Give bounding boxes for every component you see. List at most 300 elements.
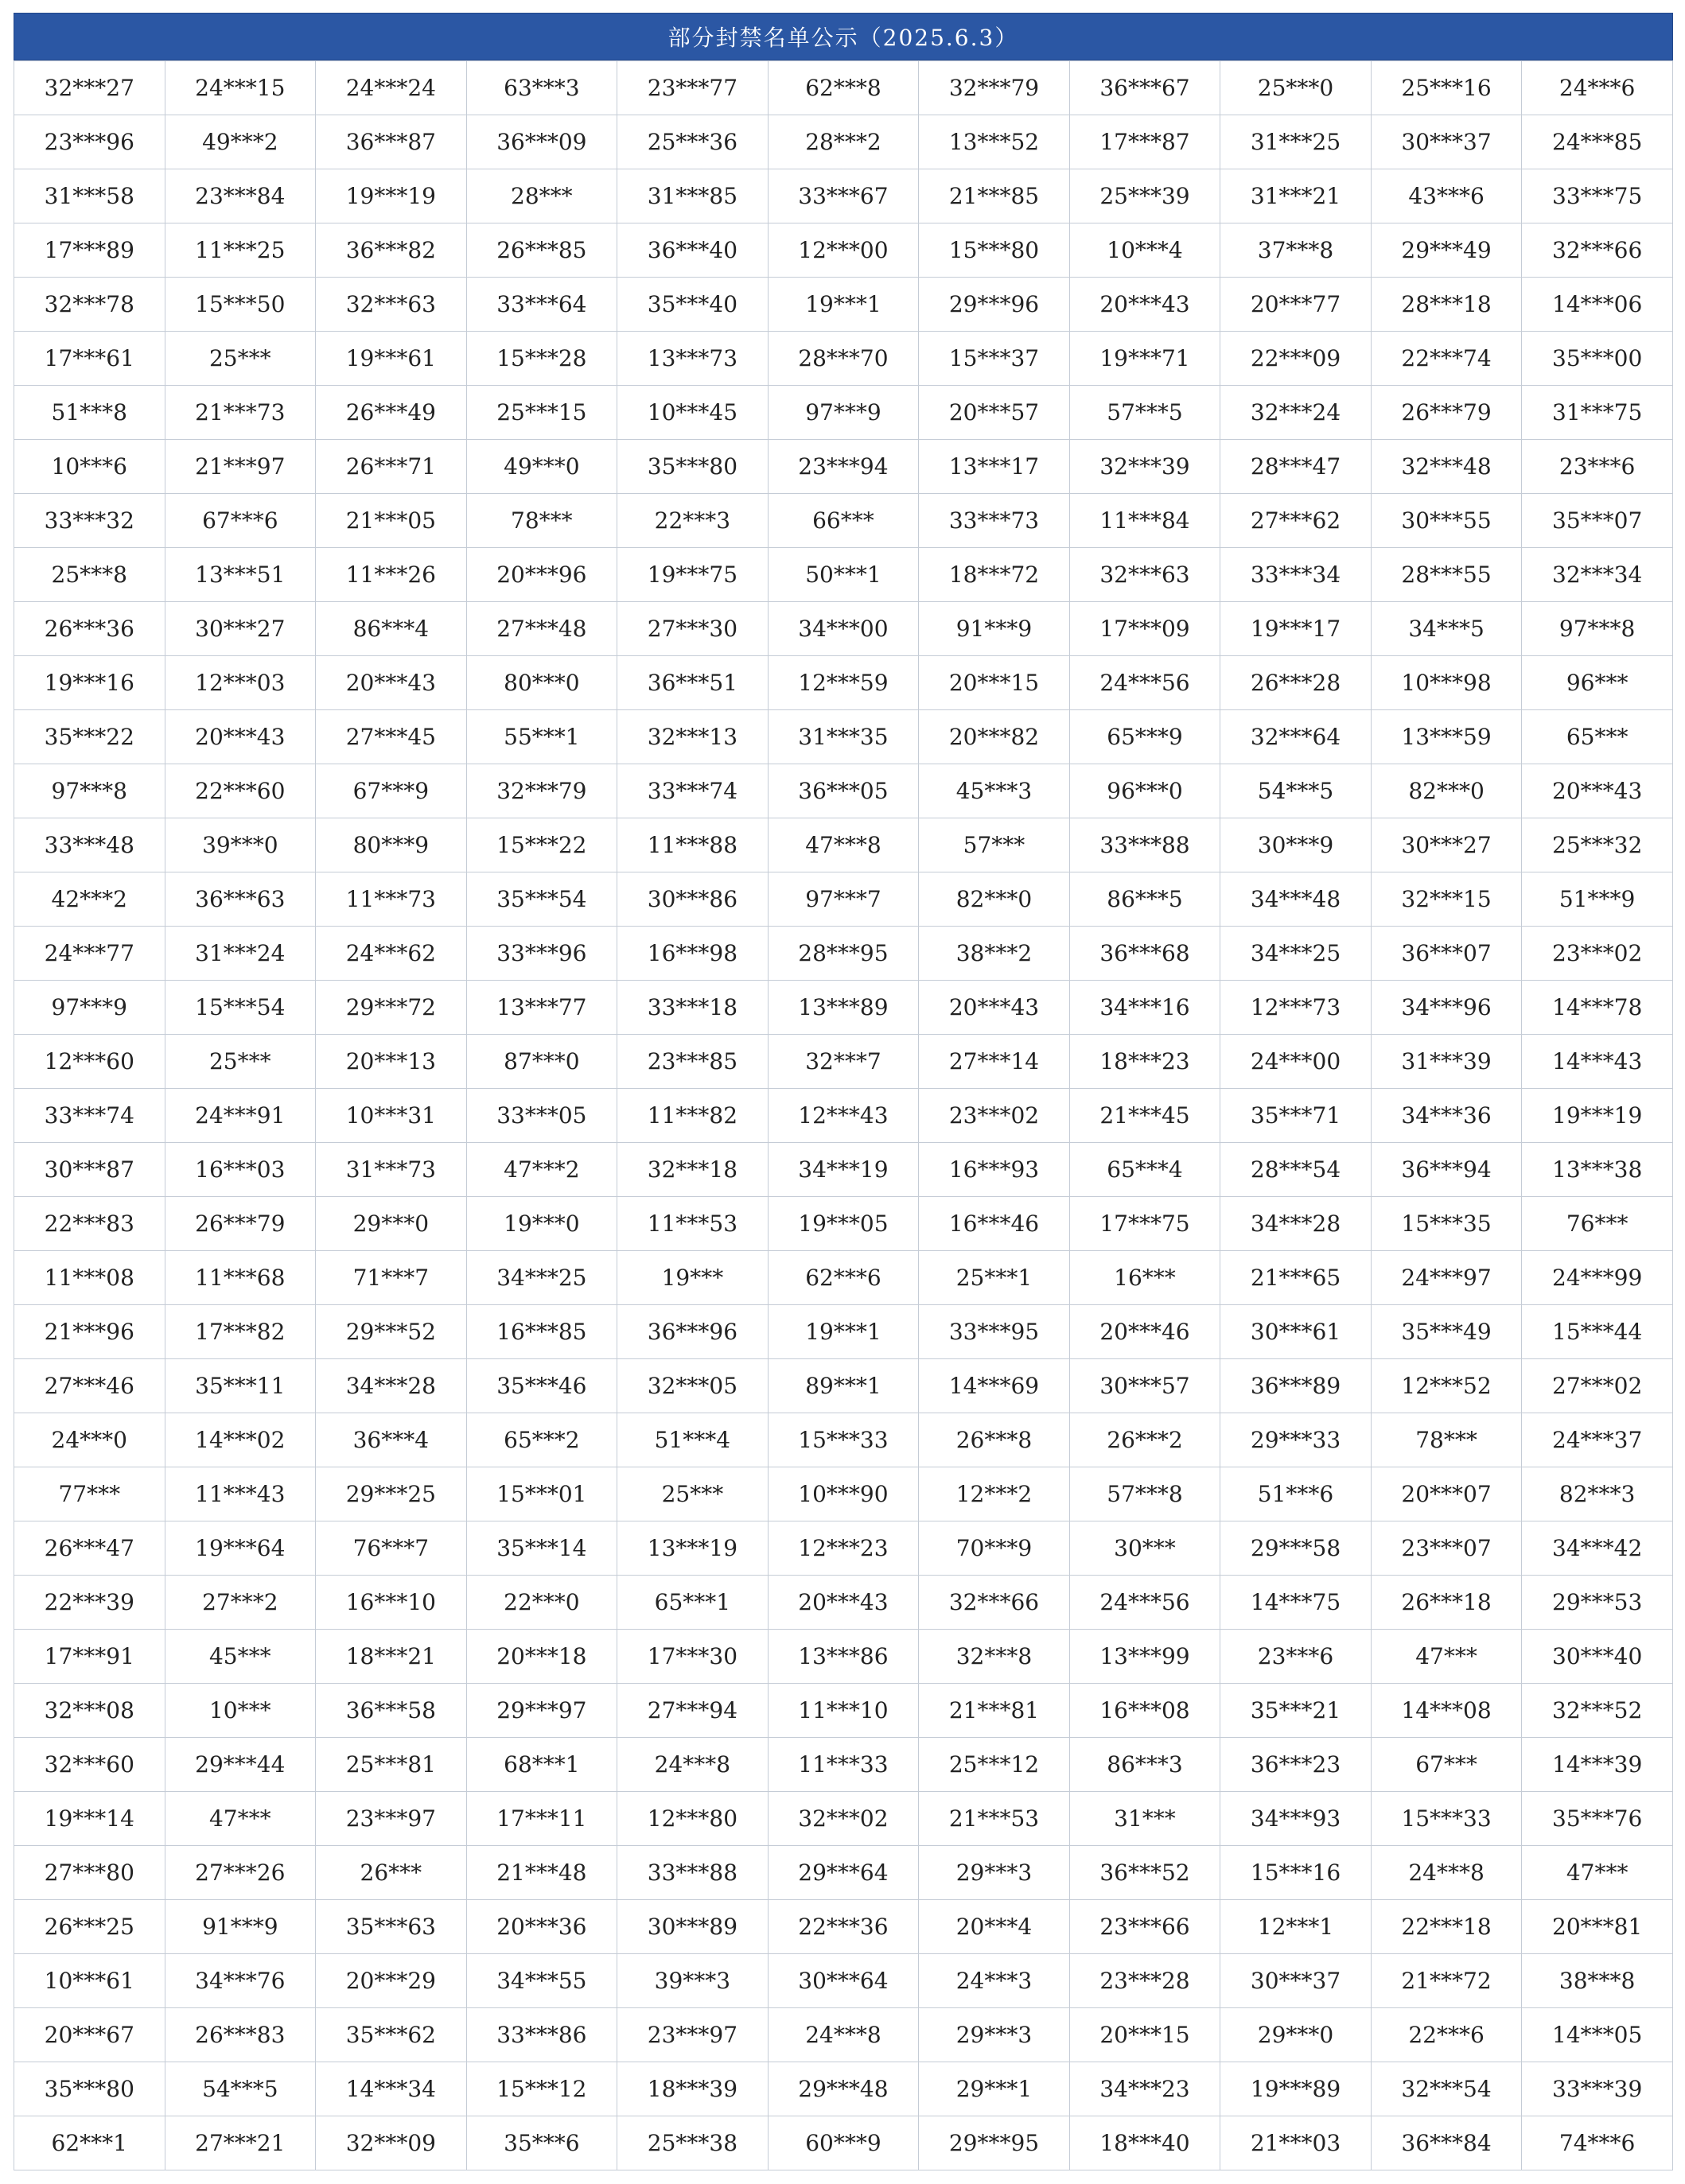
table-cell: 25***8 [14,548,165,602]
table-cell: 32***63 [1069,548,1220,602]
table-cell: 23***07 [1371,1521,1522,1576]
table-cell: 26***49 [316,386,467,440]
table-cell: 29***25 [316,1467,467,1521]
table-cell: 32***7 [768,1035,919,1089]
table-cell: 36***67 [1069,61,1220,115]
table-cell: 55***1 [466,710,617,764]
table-cell: 26***85 [466,223,617,278]
table-row [14,1900,1673,1954]
table-cell: 29***49 [1371,223,1522,278]
table-cell: 18***21 [316,1630,467,1684]
table-cell: 12***80 [617,1792,769,1846]
table-cell: 24***85 [1522,115,1673,169]
table-cell: 24***8 [768,2008,919,2062]
table-row [14,1630,1673,1684]
table-cell: 31*** [1069,1792,1220,1846]
table-cell: 35***54 [466,872,617,927]
table-cell: 15***37 [919,332,1070,386]
table-cell: 34***16 [1069,981,1220,1035]
table-cell: 21***45 [1069,1089,1220,1143]
table-cell: 30***89 [617,1900,769,1954]
table-cell: 32***64 [1220,710,1372,764]
table-cell: 24***8 [617,1738,769,1792]
table-cell: 15***35 [1371,1197,1522,1251]
table-cell: 24***37 [1522,1413,1673,1467]
table-cell: 91***9 [165,1900,316,1954]
table-cell: 35***71 [1220,1089,1372,1143]
table-cell: 15***54 [165,981,316,1035]
table-cell: 32***34 [1522,548,1673,602]
table-cell: 22***18 [1371,1900,1522,1954]
table-cell: 10***31 [316,1089,467,1143]
table-cell: 15***44 [1522,1305,1673,1359]
table-cell: 82***3 [1522,1467,1673,1521]
table-row [14,1305,1673,1359]
table-cell: 23***28 [1069,1954,1220,2008]
table-cell: 33***34 [1220,548,1372,602]
table-row [14,656,1673,710]
table-cell: 27***94 [617,1684,769,1738]
table-cell: 32***78 [14,278,165,332]
table-row [14,1954,1673,2008]
table-cell: 74***6 [1522,2116,1673,2170]
table-cell: 68***1 [466,1738,617,1792]
table-row [14,1143,1673,1197]
table-cell: 57***8 [1069,1467,1220,1521]
table-cell: 25*** [165,1035,316,1089]
table-cell: 25***16 [1371,61,1522,115]
table-cell: 10***6 [14,440,165,494]
table-cell: 17***09 [1069,602,1220,656]
table-cell: 63***3 [466,61,617,115]
table-cell: 19***19 [1522,1089,1673,1143]
table-cell: 36***23 [1220,1738,1372,1792]
table-cell: 30***27 [165,602,316,656]
table-cell: 17***82 [165,1305,316,1359]
table-cell: 21***85 [919,169,1070,223]
table-cell: 27***14 [919,1035,1070,1089]
table-cell: 13***73 [617,332,769,386]
table-cell: 20***77 [1220,278,1372,332]
table-cell: 13***51 [165,548,316,602]
table-cell: 12***1 [1220,1900,1372,1954]
table-cell: 20***67 [14,2008,165,2062]
table-cell: 24***3 [919,1954,1070,2008]
page-title: 部分封禁名单公示（2025.6.3） [14,13,1673,60]
table-cell: 28***47 [1220,440,1372,494]
table-cell: 29***64 [768,1846,919,1900]
table-row [14,223,1673,278]
table-cell: 30***55 [1371,494,1522,548]
table-cell: 25*** [165,332,316,386]
table-cell: 12***00 [768,223,919,278]
table-cell: 12***2 [919,1467,1070,1521]
table-cell: 65*** [1522,710,1673,764]
table-cell: 18***72 [919,548,1070,602]
table-cell: 33***67 [768,169,919,223]
table-cell: 30*** [1069,1521,1220,1576]
table-cell: 20***43 [316,656,467,710]
table-cell: 35***76 [1522,1792,1673,1846]
table-cell: 32***27 [14,61,165,115]
table-cell: 19***61 [316,332,467,386]
table-cell: 12***03 [165,656,316,710]
table-cell: 35***22 [14,710,165,764]
table-cell: 96***0 [1069,764,1220,818]
table-cell: 62***1 [14,2116,165,2170]
table-cell: 14***75 [1220,1576,1372,1630]
table-cell: 15***33 [1371,1792,1522,1846]
table-cell: 19***64 [165,1521,316,1576]
table-cell: 16***10 [316,1576,467,1630]
table-cell: 19***1 [768,278,919,332]
table-cell: 29***72 [316,981,467,1035]
table-cell: 13***77 [466,981,617,1035]
table-row [14,764,1673,818]
table-cell: 13***52 [919,115,1070,169]
table-cell: 14***43 [1522,1035,1673,1089]
table-cell: 12***73 [1220,981,1372,1035]
table-cell: 96*** [1522,656,1673,710]
table-cell: 43***6 [1371,169,1522,223]
table-row [14,2008,1673,2062]
table-cell: 25***15 [466,386,617,440]
table-cell: 80***0 [466,656,617,710]
table-cell: 13***59 [1371,710,1522,764]
table-cell: 33***18 [617,981,769,1035]
table-cell: 23***84 [165,169,316,223]
table-cell: 20***29 [316,1954,467,2008]
table-cell: 34***5 [1371,602,1522,656]
table-cell: 32***60 [14,1738,165,1792]
table-cell: 29***3 [919,2008,1070,2062]
table-cell: 31***21 [1220,169,1372,223]
table-cell: 12***43 [768,1089,919,1143]
table-cell: 13***99 [1069,1630,1220,1684]
table-cell: 97***8 [14,764,165,818]
table-cell: 19***75 [617,548,769,602]
table-cell: 17***75 [1069,1197,1220,1251]
table-row [14,1684,1673,1738]
table-cell: 20***43 [165,710,316,764]
table-cell: 49***0 [466,440,617,494]
table-cell: 28***54 [1220,1143,1372,1197]
table-cell: 11***08 [14,1251,165,1305]
table-cell: 36***52 [1069,1846,1220,1900]
ban-list-sheet [14,13,1673,2170]
table-cell: 21***65 [1220,1251,1372,1305]
table-cell: 36***87 [316,115,467,169]
table-cell: 20***15 [1069,2008,1220,2062]
table-cell: 33***86 [466,2008,617,2062]
table-cell: 21***73 [165,386,316,440]
table-cell: 32***08 [14,1684,165,1738]
table-cell: 34***28 [1220,1197,1372,1251]
table-cell: 28***2 [768,115,919,169]
table-cell: 25***12 [919,1738,1070,1792]
table-row [14,386,1673,440]
table-cell: 86***3 [1069,1738,1220,1792]
table-cell: 36***63 [165,872,316,927]
table-cell: 12***60 [14,1035,165,1089]
table-cell: 34***48 [1220,872,1372,927]
table-cell: 34***76 [165,1954,316,2008]
table-row [14,1738,1673,1792]
table-cell: 86***5 [1069,872,1220,927]
table-cell: 16***03 [165,1143,316,1197]
table-cell: 42***2 [14,872,165,927]
table-cell: 87***0 [466,1035,617,1089]
table-cell: 97***7 [768,872,919,927]
table-cell: 15***22 [466,818,617,872]
table-cell: 35***00 [1522,332,1673,386]
table-cell: 14***39 [1522,1738,1673,1792]
table-cell: 23***97 [617,2008,769,2062]
table-cell: 62***8 [768,61,919,115]
table-cell: 30***40 [1522,1630,1673,1684]
table-cell: 11***73 [316,872,467,927]
table-cell: 35***14 [466,1521,617,1576]
table-cell: 30***9 [1220,818,1372,872]
table-cell: 97***9 [768,386,919,440]
table-cell: 31***25 [1220,115,1372,169]
table-cell: 65***2 [466,1413,617,1467]
table-cell: 22***36 [768,1900,919,1954]
table-cell: 21***72 [1371,1954,1522,2008]
table-cell: 27***80 [14,1846,165,1900]
table-cell: 21***53 [919,1792,1070,1846]
table-cell: 24***56 [1069,656,1220,710]
table-cell: 65***4 [1069,1143,1220,1197]
table-cell: 29***52 [316,1305,467,1359]
table-cell: 14***08 [1371,1684,1522,1738]
table-cell: 35***80 [14,2062,165,2116]
table-cell: 20***36 [466,1900,617,1954]
table-cell: 22***60 [165,764,316,818]
table-row [14,981,1673,1035]
table-cell: 36***94 [1371,1143,1522,1197]
table-cell: 20***15 [919,656,1070,710]
table-cell: 60***9 [768,2116,919,2170]
table-cell: 26***71 [316,440,467,494]
table-cell: 36***51 [617,656,769,710]
table-cell: 29***53 [1522,1576,1673,1630]
table-cell: 26***8 [919,1413,1070,1467]
table-cell: 21***81 [919,1684,1070,1738]
table-cell: 26***79 [1371,386,1522,440]
table-cell: 28***18 [1371,278,1522,332]
table-cell: 14***78 [1522,981,1673,1035]
table-cell: 36***09 [466,115,617,169]
table-cell: 19***0 [466,1197,617,1251]
table-cell: 20***43 [1069,278,1220,332]
table-row [14,1467,1673,1521]
table-cell: 35***11 [165,1359,316,1413]
table-cell: 15***80 [919,223,1070,278]
table-cell: 26***79 [165,1197,316,1251]
table-cell: 30***37 [1220,1954,1372,2008]
table-row [14,61,1673,115]
table-cell: 29***97 [466,1684,617,1738]
table-cell: 20***57 [919,386,1070,440]
table-cell: 21***97 [165,440,316,494]
table-cell: 31***75 [1522,386,1673,440]
table-row [14,1359,1673,1413]
table-cell: 36***82 [316,223,467,278]
table-cell: 35***46 [466,1359,617,1413]
table-cell: 36***4 [316,1413,467,1467]
table-cell: 24***6 [1522,61,1673,115]
table-row [14,440,1673,494]
table-cell: 23***85 [617,1035,769,1089]
table-cell: 26***28 [1220,656,1372,710]
table-cell: 57***5 [1069,386,1220,440]
table-cell: 19***19 [316,169,467,223]
table-cell: 51***8 [14,386,165,440]
table-cell: 32***02 [768,1792,919,1846]
table-cell: 24***97 [1371,1251,1522,1305]
table-cell: 27***30 [617,602,769,656]
table-cell: 14***06 [1522,278,1673,332]
table-cell: 32***54 [1371,2062,1522,2116]
table-cell: 16***85 [466,1305,617,1359]
table-cell: 27***02 [1522,1359,1673,1413]
table-cell: 29***0 [316,1197,467,1251]
table-cell: 34***96 [1371,981,1522,1035]
table-cell: 32***09 [316,2116,467,2170]
table-cell: 23***02 [919,1089,1070,1143]
table-cell: 32***18 [617,1143,769,1197]
table-cell: 14***34 [316,2062,467,2116]
table-cell: 47***8 [768,818,919,872]
table-cell: 23***6 [1522,440,1673,494]
table-cell: 15***12 [466,2062,617,2116]
table-cell: 14***05 [1522,2008,1673,2062]
table-cell: 37***8 [1220,223,1372,278]
table-cell: 32***66 [919,1576,1070,1630]
table-cell: 54***5 [165,2062,316,2116]
table-cell: 11***84 [1069,494,1220,548]
table-cell: 29***1 [919,2062,1070,2116]
table-cell: 24***91 [165,1089,316,1143]
table-cell: 47***2 [466,1143,617,1197]
table-cell: 12***23 [768,1521,919,1576]
table-cell: 15***33 [768,1413,919,1467]
table-cell: 35***6 [466,2116,617,2170]
table-cell: 34***93 [1220,1792,1372,1846]
table-row [14,169,1673,223]
table-cell: 13***17 [919,440,1070,494]
table-cell: 22***0 [466,1576,617,1630]
table-cell: 32***15 [1371,872,1522,927]
table-cell: 34***42 [1522,1521,1673,1576]
table-cell: 16***08 [1069,1684,1220,1738]
table-cell: 15***01 [466,1467,617,1521]
table-cell: 32***8 [919,1630,1070,1684]
table-cell: 28*** [466,169,617,223]
table-cell: 20***43 [919,981,1070,1035]
table-row [14,2116,1673,2170]
table-cell: 23***97 [316,1792,467,1846]
table-cell: 50***1 [768,548,919,602]
table-cell: 11***43 [165,1467,316,1521]
table-cell: 51***4 [617,1413,769,1467]
table-cell: 31***24 [165,927,316,981]
table-cell: 51***9 [1522,872,1673,927]
table-cell: 20***46 [1069,1305,1220,1359]
table-cell: 35***62 [316,2008,467,2062]
table-row [14,1089,1673,1143]
table-cell: 24***8 [1371,1846,1522,1900]
table-cell: 34***28 [316,1359,467,1413]
table-cell: 32***79 [466,764,617,818]
table-cell: 30***57 [1069,1359,1220,1413]
table-cell: 19***89 [1220,2062,1372,2116]
table-cell: 20***13 [316,1035,467,1089]
table-cell: 15***50 [165,278,316,332]
table-cell: 25***36 [617,115,769,169]
table-row [14,1846,1673,1900]
table-cell: 29***3 [919,1846,1070,1900]
table-cell: 29***48 [768,2062,919,2116]
table-cell: 27***2 [165,1576,316,1630]
table-cell: 11***68 [165,1251,316,1305]
table-cell: 17***11 [466,1792,617,1846]
table-cell: 24***62 [316,927,467,981]
table-cell: 26***25 [14,1900,165,1954]
table-cell: 76***7 [316,1521,467,1576]
table-cell: 36***96 [617,1305,769,1359]
table-cell: 23***94 [768,440,919,494]
table-cell: 36***07 [1371,927,1522,981]
table-cell: 29***95 [919,2116,1070,2170]
table-row [14,1197,1673,1251]
table-cell: 10*** [165,1684,316,1738]
table-cell: 25***39 [1069,169,1220,223]
table-row [14,710,1673,764]
table-cell: 22***3 [617,494,769,548]
table-cell: 34***23 [1069,2062,1220,2116]
table-cell: 76*** [1522,1197,1673,1251]
table-cell: 18***40 [1069,2116,1220,2170]
table-cell: 29***58 [1220,1521,1372,1576]
table-cell: 31***35 [768,710,919,764]
table-cell: 19***14 [14,1792,165,1846]
table-cell: 25***1 [919,1251,1070,1305]
table-cell: 31***58 [14,169,165,223]
ban-list-body [14,61,1673,2170]
table-cell: 23***96 [14,115,165,169]
table-cell: 24***15 [165,61,316,115]
table-cell: 23***6 [1220,1630,1372,1684]
table-row [14,1521,1673,1576]
table-row [14,1251,1673,1305]
table-cell: 36***84 [1371,2116,1522,2170]
table-cell: 36***05 [768,764,919,818]
table-cell: 78*** [1371,1413,1522,1467]
table-cell: 33***48 [14,818,165,872]
table-cell: 77*** [14,1467,165,1521]
table-cell: 89***1 [768,1359,919,1413]
table-cell: 28***70 [768,332,919,386]
table-cell: 13***89 [768,981,919,1035]
table-cell: 15***16 [1220,1846,1372,1900]
table-cell: 31***85 [617,169,769,223]
table-cell: 22***83 [14,1197,165,1251]
table-cell: 27***21 [165,2116,316,2170]
table-cell: 26***47 [14,1521,165,1576]
table-cell: 86***4 [316,602,467,656]
